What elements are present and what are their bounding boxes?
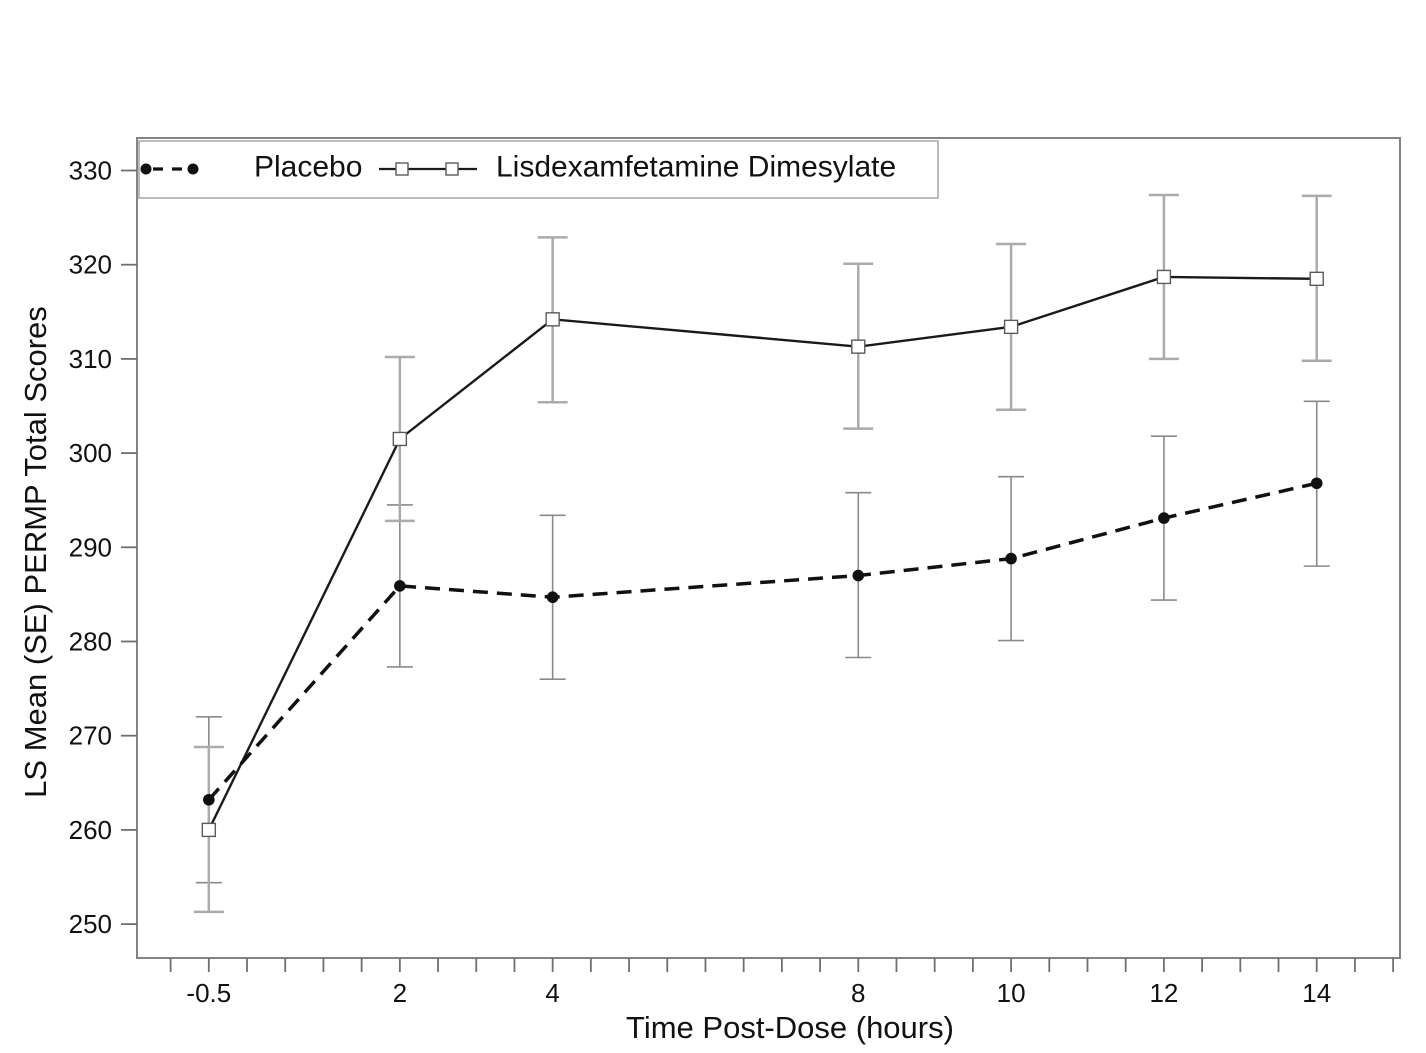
data-point-lisdexamfetamine — [852, 340, 865, 353]
x-tick-label: 8 — [851, 978, 866, 1008]
legend-ldx-marker — [396, 163, 408, 175]
data-point-placebo — [547, 591, 559, 603]
series-line-placebo — [209, 483, 1317, 800]
legend-label-placebo: Placebo — [254, 150, 363, 184]
data-point-placebo — [852, 570, 864, 582]
data-point-lisdexamfetamine — [202, 823, 215, 836]
x-axis-title: Time Post-Dose (hours) — [626, 1010, 954, 1045]
data-point-lisdexamfetamine — [1157, 270, 1170, 283]
y-axis-title: LS Mean (SE) PERMP Total Scores — [18, 306, 53, 798]
y-tick-label: 250 — [68, 909, 112, 940]
data-point-placebo — [203, 794, 215, 806]
legend-placebo-marker — [188, 164, 199, 175]
plot-frame — [137, 138, 1400, 958]
legend-label-lisdexamfetamine-dimesylate: Lisdexamfetamine Dimesylate — [496, 150, 897, 184]
data-point-lisdexamfetamine — [1005, 320, 1018, 333]
legend-ldx-marker — [446, 163, 458, 175]
y-tick-label: 260 — [68, 814, 112, 845]
x-tick-label: 12 — [1149, 978, 1179, 1008]
data-point-lisdexamfetamine — [393, 432, 406, 445]
data-point-placebo — [1311, 477, 1323, 489]
x-tick-label: 2 — [392, 978, 408, 1008]
y-tick-label: 300 — [68, 438, 112, 469]
x-tick-label: -0.5 — [186, 978, 232, 1008]
data-point-lisdexamfetamine — [546, 313, 559, 326]
y-tick-label: 310 — [68, 343, 112, 374]
data-point-placebo — [1158, 512, 1170, 524]
x-tick-label: 4 — [545, 978, 560, 1008]
y-tick-label: 320 — [68, 249, 112, 280]
x-tick-label: 10 — [996, 978, 1026, 1008]
data-point-placebo — [394, 580, 406, 592]
y-tick-label: 280 — [68, 626, 112, 657]
y-tick-label: 270 — [68, 720, 112, 751]
y-tick-label: 290 — [68, 532, 112, 563]
y-tick-label: 330 — [68, 155, 112, 186]
data-point-placebo — [1005, 553, 1017, 565]
x-tick-label: 14 — [1302, 978, 1332, 1008]
legend-placebo-marker — [141, 164, 152, 175]
data-point-lisdexamfetamine — [1310, 272, 1323, 285]
